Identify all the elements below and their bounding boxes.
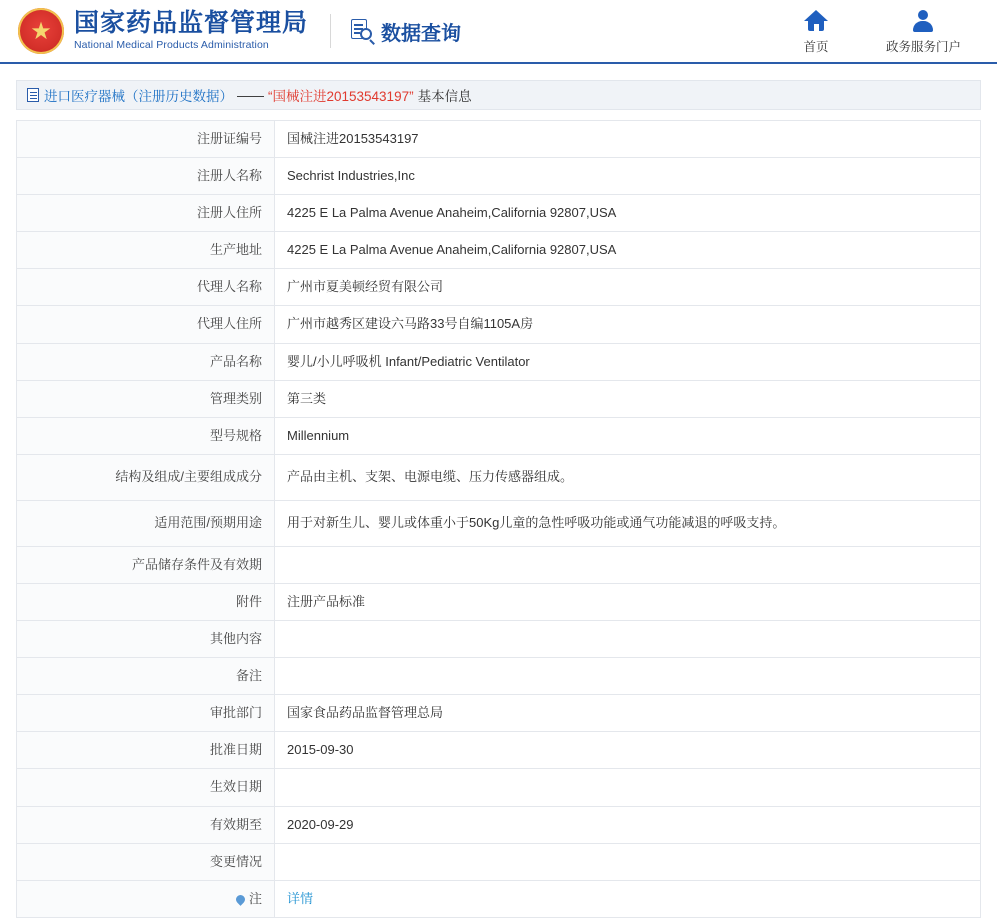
row-label: 产品名称 xyxy=(17,343,275,380)
table-row xyxy=(17,583,981,620)
document-icon xyxy=(27,88,39,102)
table-row xyxy=(17,500,981,546)
table-row xyxy=(17,546,981,583)
nav-item-gov-portal-label: 政务服务门户 xyxy=(885,39,961,54)
nav-item-home-label: 首页 xyxy=(803,39,829,54)
table-row xyxy=(17,658,981,695)
data-query-block[interactable] xyxy=(349,17,461,46)
home-icon xyxy=(804,8,828,32)
row-label: 其他内容 xyxy=(17,621,275,658)
emblem-star-icon: ★ xyxy=(30,17,52,45)
data-query-title: 数据查询 xyxy=(381,22,462,45)
row-label: 有效期至 xyxy=(17,806,275,843)
table-row xyxy=(17,121,981,158)
row-value xyxy=(275,843,981,880)
row-label: 生产地址 xyxy=(17,232,275,269)
row-label: 注册证编号 xyxy=(17,121,275,158)
breadcrumb-registration-number: “国械注进20153543197” xyxy=(268,89,414,104)
table-row xyxy=(17,232,981,269)
table-row xyxy=(17,454,981,500)
row-label: 代理人名称 xyxy=(17,269,275,306)
brand-block xyxy=(74,11,308,51)
row-label: 产品储存条件及有效期 xyxy=(17,546,275,583)
nav-item-gov-portal[interactable] xyxy=(886,8,961,55)
table-row xyxy=(17,806,981,843)
table-row xyxy=(17,769,981,806)
row-label: 适用范围/预期用途 xyxy=(17,500,275,546)
row-value: 广州市越秀区建设六马路33号自编1105A房 xyxy=(275,306,981,343)
row-value: 4225 E La Palma Avenue Anaheim,California 92807,USA xyxy=(275,195,981,232)
breadcrumb-suffix: 基本信息 xyxy=(417,89,472,104)
row-value: 国家食品药品监督管理总局 xyxy=(275,695,981,732)
row-value: 婴儿/小儿呼吸机 Infant/Pediatric Ventilator xyxy=(275,343,981,380)
row-label: 生效日期 xyxy=(17,769,275,806)
table-row xyxy=(17,732,981,769)
row-value: Sechrist Industries,Inc xyxy=(275,158,981,195)
row-label: 批准日期 xyxy=(17,732,275,769)
row-value xyxy=(275,546,981,583)
row-label: 附件 xyxy=(17,583,275,620)
breadcrumb xyxy=(16,80,981,110)
table-row xyxy=(17,269,981,306)
row-label: 注册人住所 xyxy=(17,195,275,232)
table-row xyxy=(17,695,981,732)
breadcrumb-dash: —— xyxy=(237,87,264,103)
row-value: 注册产品标准 xyxy=(275,583,981,620)
row-value xyxy=(275,769,981,806)
row-label: 型号规格 xyxy=(17,417,275,454)
document-search-icon xyxy=(349,18,375,44)
brand-title-cn: 国家药品监督管理局 xyxy=(74,9,309,37)
row-label: 代理人住所 xyxy=(17,306,275,343)
site-header xyxy=(0,0,997,64)
main-content xyxy=(0,64,997,918)
row-label-note-text: 注 xyxy=(248,890,262,906)
row-value: 第三类 xyxy=(275,380,981,417)
row-value: 国械注进20153543197 xyxy=(275,121,981,158)
national-emblem-icon xyxy=(18,8,64,54)
table-row xyxy=(17,843,981,880)
row-value: Millennium xyxy=(275,417,981,454)
row-value xyxy=(275,658,981,695)
brand-title-en: National Medical Products Administration xyxy=(74,39,269,52)
row-value-note xyxy=(275,880,981,917)
row-label-note xyxy=(17,880,275,917)
row-value: 用于对新生儿、婴儿或体重小于50Kg儿童的急性呼吸功能或通气功能减退的呼吸支持。 xyxy=(275,500,981,546)
table-row xyxy=(17,380,981,417)
person-icon xyxy=(912,8,934,32)
row-value: 4225 E La Palma Avenue Anaheim,California 92807,USA xyxy=(275,232,981,269)
nav-item-home[interactable] xyxy=(792,8,840,55)
details-link[interactable]: 详情 xyxy=(287,890,314,906)
table-row xyxy=(17,306,981,343)
table-row xyxy=(17,417,981,454)
table-row xyxy=(17,158,981,195)
table-row xyxy=(17,621,981,658)
row-label: 管理类别 xyxy=(17,380,275,417)
row-label: 结构及组成/主要组成成分 xyxy=(17,454,275,500)
row-label: 变更情况 xyxy=(17,843,275,880)
pin-icon xyxy=(234,893,247,906)
row-label: 注册人名称 xyxy=(17,158,275,195)
table-body xyxy=(17,121,981,918)
table-row xyxy=(17,343,981,380)
table-row xyxy=(17,195,981,232)
row-value: 2020-09-29 xyxy=(275,806,981,843)
row-label: 备注 xyxy=(17,658,275,695)
breadcrumb-category[interactable]: 进口医疗器械（注册历史数据） xyxy=(44,89,233,104)
row-value: 产品由主机、支架、电源电缆、压力传感器组成。 xyxy=(275,454,981,500)
registration-info-table xyxy=(16,120,981,918)
row-value: 2015-09-30 xyxy=(275,732,981,769)
header-divider xyxy=(330,14,331,48)
row-value: 广州市夏美顿经贸有限公司 xyxy=(275,269,981,306)
header-nav xyxy=(792,8,975,55)
row-label: 审批部门 xyxy=(17,695,275,732)
row-value xyxy=(275,621,981,658)
table-row-note xyxy=(17,880,981,917)
